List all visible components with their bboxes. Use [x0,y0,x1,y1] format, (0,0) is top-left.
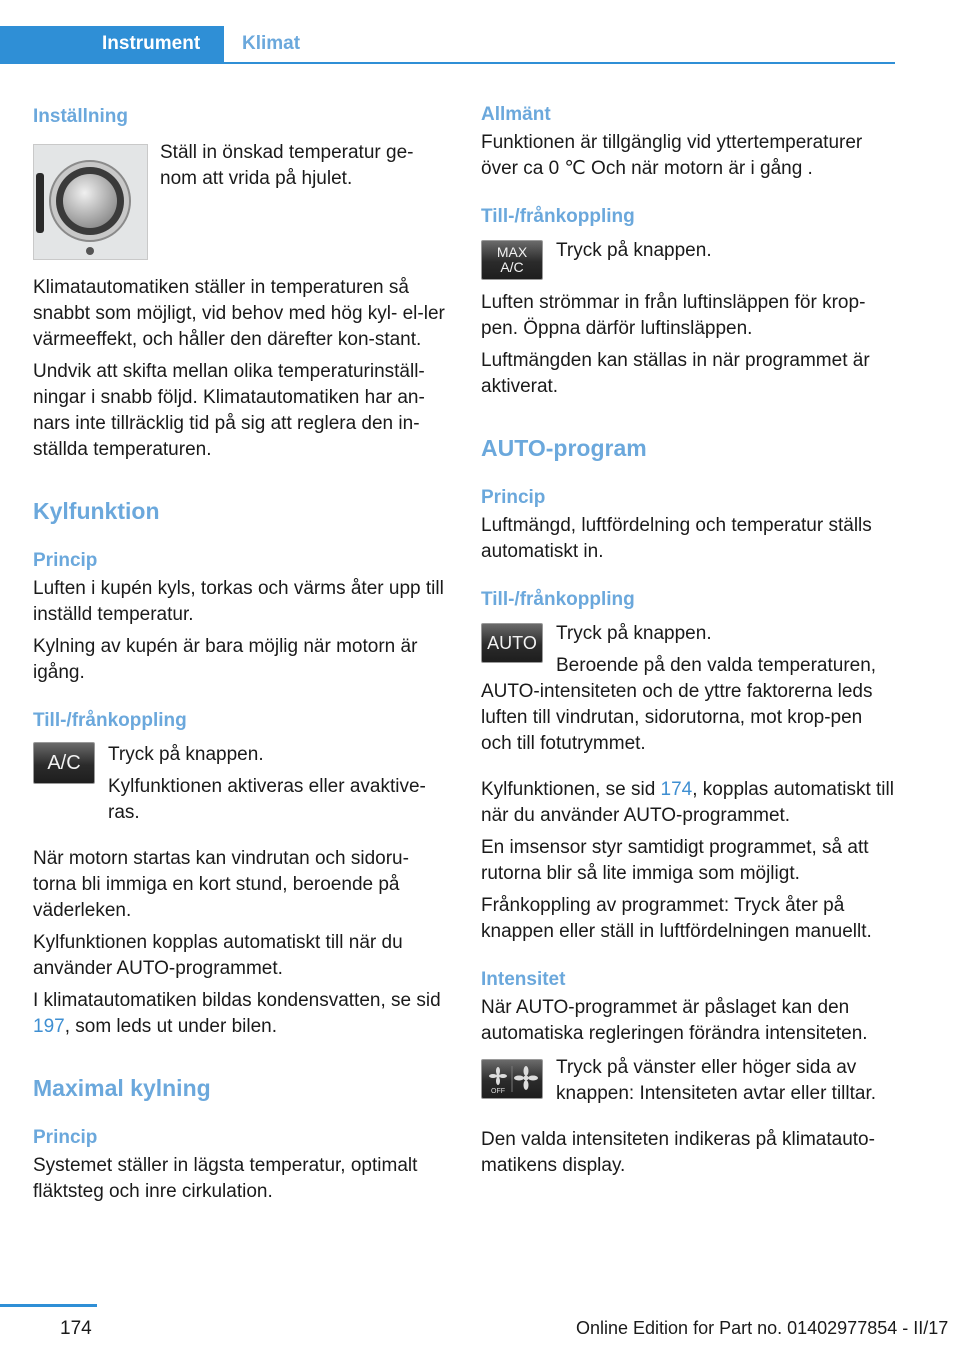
left-column [33,100,447,1205]
tab-instrument[interactable]: Instrument [102,33,201,54]
left-para-4: Kylfunktionen kopplas automatiskt till när du använder AUTO-programmet. [33,932,403,979]
chapter-tab-bar [0,26,895,64]
allmant-text: Funktionen är tillgänglig vid yttertemperaturer över ca 0 ℃ Och när motorn är i gång . [481,132,863,179]
kylfunktion-heading: Kylfunktion [33,498,160,524]
auto-button-icon: AUTO [481,623,543,663]
right-para-4: En imsensor styr samtidigt programmet, så att rutorna blir så lite immiga som möjligt. [481,837,869,884]
auto-text-2: Beroende på den valda temperaturen, AUTO-intensiteten och de yttre faktorerna leds luften till vindrutan, sidorutorna, mot krop‐pen och till fotutrymmet. [481,655,877,754]
ac-button-row [33,742,447,826]
intensitet-heading: Intensitet [481,969,566,990]
left-para-5: I klimatautomatiken bildas kondensvatten, se sid 197, som leds ut under bilen. [33,990,441,1037]
page-link-197[interactable]: 197 [33,1016,65,1037]
left-para-3: När motorn startas kan vindrutan och sidoru‐torna bli immiga en kort stund, beroende på väderleken. [33,848,409,921]
maxkyl-princip-heading: Princip [33,1127,98,1148]
max-ac-label-1: MAX [496,244,528,260]
ac-text-2: Kylfunktionen aktiveras eller avaktive‐ras. [108,776,426,823]
max-ac-label-2: A/C [500,259,524,275]
auto-button-row [481,621,895,757]
maxkyl-heading: Maximal kylning [33,1075,211,1101]
kyl-princip-text-1: Luften i kupén kyls, torkas och värms åter upp till inställd temperatur. [33,578,444,625]
ac-text-1: Tryck på knappen. [108,744,264,765]
allmant-heading: Allmänt [481,104,551,125]
maxac-button-row [481,238,895,286]
fan-off-label: OFF [491,1088,505,1095]
kyl-princip-text-2: Kylning av kupén är bara möjlig när motorn är igång. [33,636,418,683]
right-para-2: Luftmängden kan ställas in när programmet är aktiverat. [481,350,870,397]
page-link-174[interactable]: 174 [660,779,693,800]
fan-button-row [481,1055,895,1107]
fan-intensity-button-icon [481,1059,543,1099]
auto-princip-text: Luftmängd, luftfördelning och temperatur ställs automatiskt in. [481,515,872,562]
auto-text-1: Tryck på knappen. [556,623,712,644]
maxac-text: Tryck på knappen. [556,240,712,261]
max-ac-button-icon [481,240,543,280]
right-para-1: Luften strömmar in från luftinsläppen för krop‐pen. Öppna därför luftinsläppen. [481,292,866,339]
kyl-till-heading: Till-/frånkoppling [33,710,187,731]
fan-text: Tryck på vänster eller höger sida av knappen: Intensiteten avtar eller tilltar. [556,1057,877,1104]
kyl-princip-heading: Princip [33,550,98,571]
installning-heading: Inställning [33,106,128,127]
footer-rule [0,1304,97,1307]
auto-program-heading: AUTO-program [481,435,647,461]
installning-section [33,100,447,276]
auto-princip-heading: Princip [481,487,546,508]
right-para-6: Den valda intensiteten indikeras på klimatauto‐matikens display. [481,1129,875,1176]
installning-text: Ställ in önskad temperatur ge‐nom att vrida på hjulet. [160,142,414,189]
right-column [481,100,895,1179]
left-para-1: Klimatautomatiken ställer in temperaturen så snabbt som möjligt, vid behov med hög kyl- el‐ler värmeeffekt, och håller den därefter kon‐stant. [33,277,445,350]
right-para-3: Kylfunktionen, se sid 174, kopplas automatiskt till när du använder AUTO-programmet. [481,779,894,826]
ac-button-icon: A/C [33,742,95,784]
edition-text: Online Edition for Part no. 01402977854 - II/17 [576,1318,949,1338]
tab-klimat[interactable]: Klimat [242,33,301,54]
auto-till-heading: Till-/frånkoppling [481,589,635,610]
intensitet-text: När AUTO-programmet är påslaget kan den automatiska regleringen förändra intensiteten. [481,997,868,1044]
maxkyl-princip-text: Systemet ställer in lägsta temperatur, optimalt fläktsteg och inre cirkulation. [33,1155,418,1202]
page-number: 174 [60,1318,92,1339]
maxac-till-heading: Till-/frånkoppling [481,206,635,227]
right-para-5: Frånkoppling av programmet: Tryck åter på knappen eller ställ in luftfördelningen manuellt. [481,895,872,942]
left-para-2: Undvik att skifta mellan olika temperaturinställ‐ningar i snabb följd. Klimatautomatiken har an‐nars inte tillräcklig tid på sig att reglera den in‐ställda temperaturen. [33,361,425,460]
temperature-dial-icon [33,144,148,260]
